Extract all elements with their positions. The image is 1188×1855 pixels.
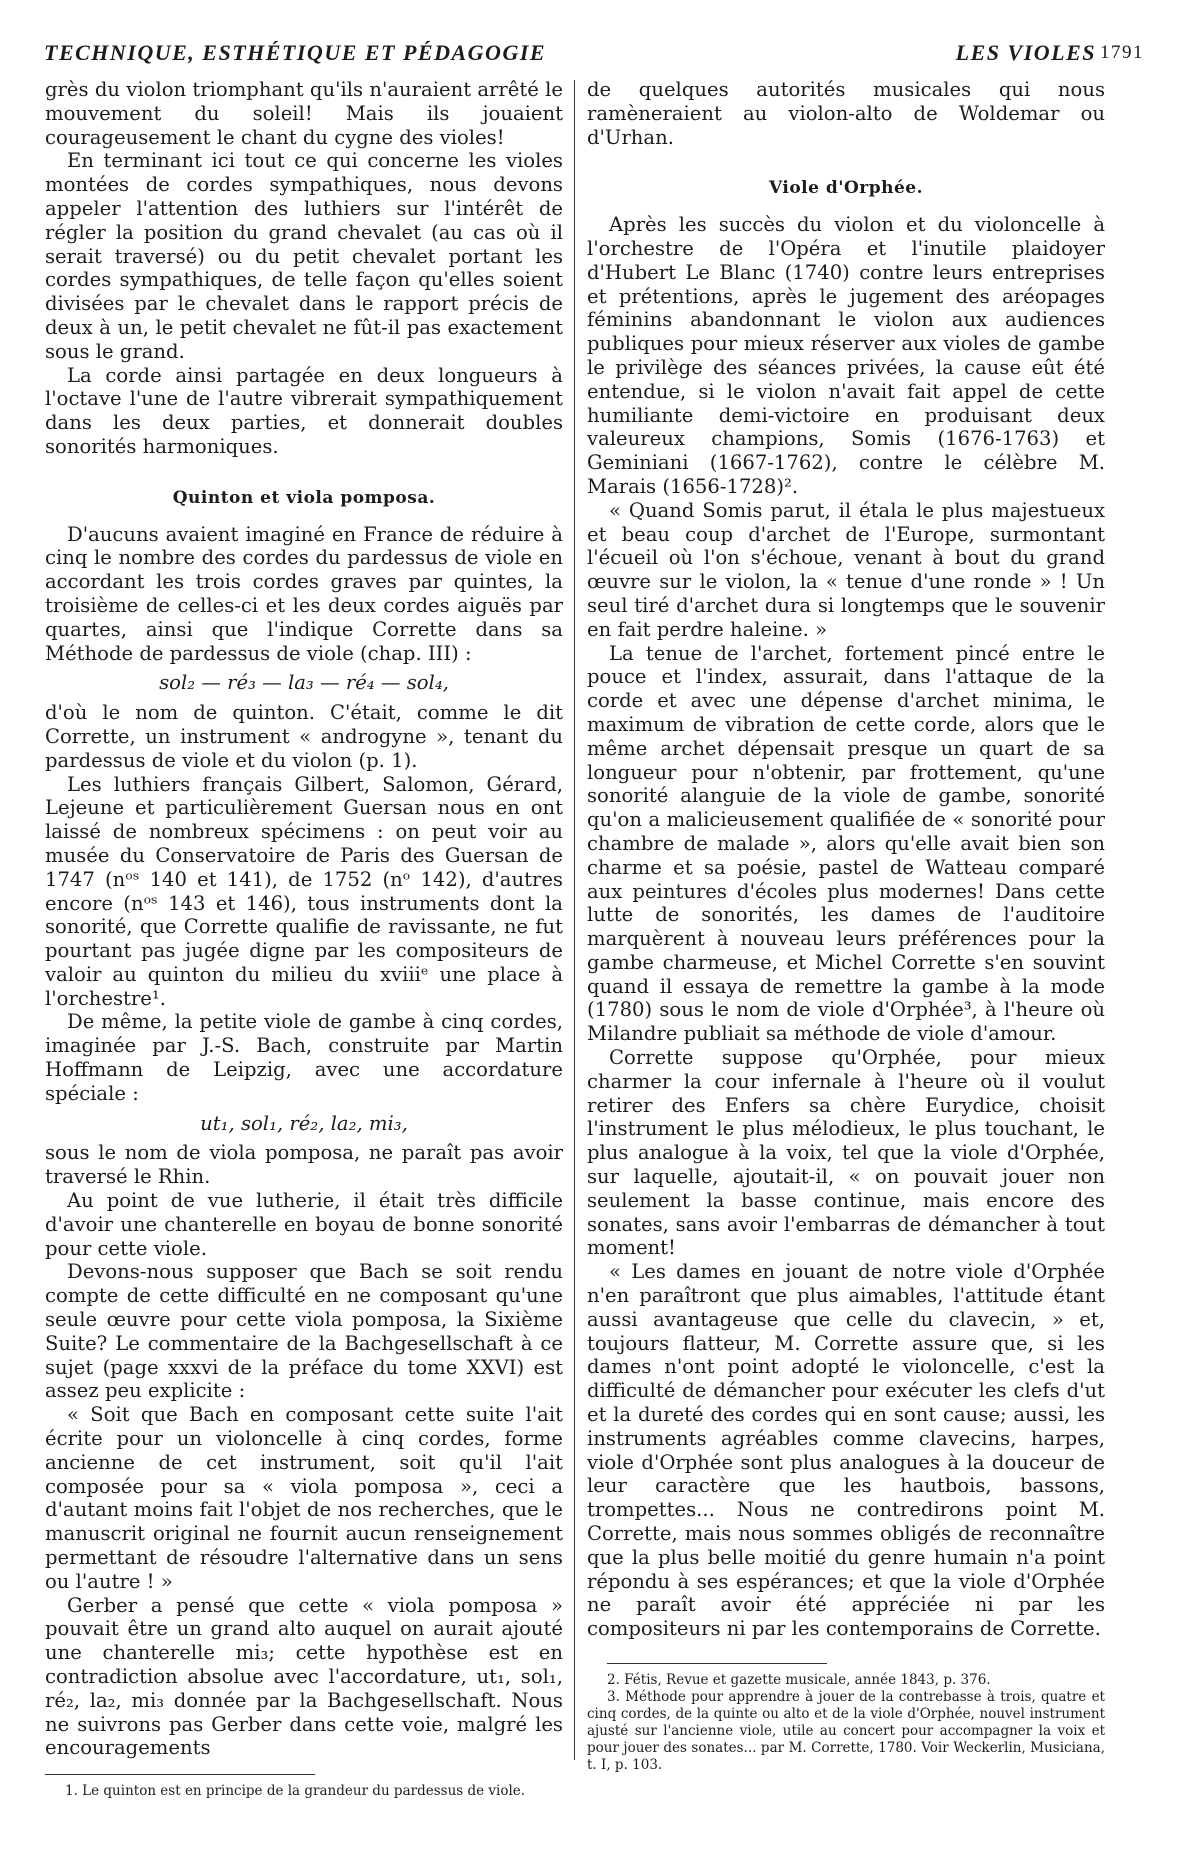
paragraph: La corde ainsi partagée en deux longueurs à l'octave l'une de l'autre vibrerait sympathiquement dans les deux parties, et donnerait doubles sonorités harmoniques. [45, 363, 563, 458]
footnote: 2. Fétis, Revue et gazette musicale, année 1843, p. 376. [607, 1672, 991, 1688]
paragraph: En terminant ici tout ce qui concerne les violes montées de cordes sympathiques, nous devons appeler l'attention des luthiers sur l'intérêt de régler la position du grand chevalet (au cas où il serait traversé) ou du petit chevalet portant les cordes sympathiques, de telle façon qu'elles soient divisées par le chevalet dans le rapport précis de deux à un, le petit chevalet ne fût-il pas exactement sous le grand. [45, 149, 563, 363]
section-title-viole-orphee: Viole d'Orphée. [768, 178, 924, 199]
paragraph: sous le nom de viola pomposa, ne paraît pas avoir traversé le Rhin. [45, 1141, 563, 1189]
header-right-title: LES VIOLES [955, 40, 1096, 65]
quotation: « Quand Somis parut, il étala le plus majestueux et beau coup d'archet de l'Europe, surmontant l'écueil où l'on s'échoue, venant à bout du grand œuvre sur le violon, la « tenue d'une ronde » ! Un seul tiré d'archet dura si longtemps que le souvenir en fait perdre haleine. » [587, 498, 1105, 641]
paragraph: De même, la petite viole de gambe à cinq cordes, imaginée par J.-S. Bach, construite par Martin Hoffmann de Leipzig, avec une accordature spéciale : [45, 1010, 563, 1105]
paragraph: grès du violon triomphant qu'ils n'auraient arrêté le mouvement du soleil! Mais ils jouaient courageusement le chant du cygne des violes! [45, 78, 563, 149]
paragraph: Au point de vue lutherie, il était très difficile d'avoir une chanterelle en boyau de bonne sonorité pour cette viole. [45, 1189, 563, 1260]
paragraph: Gerber a pensé que cette « viola pomposa » pouvait être un grand alto auquel on aurait ajouté une chanterelle mi₃; cette hypothèse est en contradiction absolue avec l'accordature, ut₁, sol₁, ré₂, la₂, mi₃ donnée par la Bachgesellschaft. Nous ne suivrons pas Gerber dans cette voie, malgré les encouragements [45, 1593, 563, 1760]
paragraph: de quelques autorités musicales qui nous ramèneraient au violon-alto de Woldemar ou d'Urhan. [587, 78, 1105, 149]
quotation: « Soit que Bach en composant cette suite l'ait écrite pour un violoncelle à cinq cordes, forme ancienne de cet instrument, soit qu'il l'ait composée pour sa « viola pomposa », ceci a d'autant moins fait l'objet de nos recherches, que le manuscrit original ne fournit aucun renseignement permettant de résoudre l'alternative dans un sens ou l'autre ! » [45, 1403, 563, 1593]
right-column [587, 78, 1105, 1774]
footnote-rule [607, 1663, 827, 1664]
footnote: 3. Méthode pour apprendre à jouer de la contrebasse à trois, quatre et cinq cordes, de la quinte ou alto et de la viole d'Orphée, nouvel instrument ajusté sur l'ancienne viole, utile au concert pour accompagner la voix et pour jouer des sonates... par M. Corrette, 1780. Voir Weckerlin, Musiciana, t. I, p. 103. [587, 1689, 1105, 1773]
section-title-quinton: Quinton et viola pomposa. [172, 487, 436, 508]
left-column [45, 78, 563, 1800]
tuning-formula: ut₁, sol₁, ré₂, la₂, mi₃, [200, 1111, 408, 1135]
paragraph: Les luthiers français Gilbert, Salomon, Gérard, Lejeune et particulièrement Guersan nous en ont laissé de nombreux spécimens : on peut voir au musée du Conservatoire de Paris des Guersan de 1747 (nᵒˢ 140 et 141), de 1752 (nᵒ 142), d'autres encore (nᵒˢ 143 et 146), tous instruments dont la sonorité, que Corrette qualifie de ravissante, ne fut pourtant pas jugée digne par les compositeurs de valoir au quinton du milieu du xviiiᵉ une place à l'orchestre¹. [45, 772, 563, 1010]
running-header [44, 40, 1144, 74]
paragraph: La tenue de l'archet, fortement pincé entre le pouce et l'index, assurait, dans l'attaque de la corde et avec une dépense d'archet minima, le maximum de vibration de cette corde, alors que le même archet dépensait presque un quart de sa longueur pour n'obtenir, par frottement, qu'une sonorité alanguie de la viole de gambe, sonorité qu'on a malicieusement qualifiée de « sonorité pour chambre de malade », alors qu'elle avait bien son charme et sa poésie, pastel de Watteau comparé aux peintures d'écoles plus modernes! Dans cette lutte de sonorités, les dames de l'auditoire marquèrent à nouveau leurs préférences pour la gambe charmeuse, et Michel Corrette s'en souvint quand il essaya de remettre la gambe à la mode (1780) sous le nom de viole d'Orphée³, à l'heure où Milandre publiait sa méthode de viole d'amour. [587, 641, 1105, 1046]
paragraph: Devons-nous supposer que Bach se soit rendu compte de cette difficulté en ne composant qu'une seule œuvre pour cette viola pomposa, la Sixième Suite? Le commentaire de la Bachgesellschaft à ce sujet (page xxxvi de la préface du tome XXVI) est assez peu explicite : [45, 1260, 563, 1403]
quotation: « Les dames en jouant de notre viole d'Orphée n'en paraîtront que plus aimables, l'attitude étant aussi avantageuse que celle du clavecin, » et, toujours flatteur, M. Corrette assure que, si les dames n'ont point adopté le violoncelle, c'est la difficulté de démancher pour exécuter les clefs d'ut et la dureté des cordes qui en sont cause; aussi, les instruments agréables comme clavecins, harpes, viole d'Orphée sont plus analogues à la douceur de leur caractère que les hautbois, bassons, trompettes... Nous ne contredirons point M. Corrette, mais nous sommes obligés de reconnaître que la plus belle moitié du genre humain n'a point répondu à ses espérances; et que la viole d'Orphée ne paraît avoir été appréciée ni par les compositeurs ni par les contemporains de Corrette. [587, 1260, 1105, 1641]
page-number: 1791 [1100, 42, 1144, 63]
footnote-rule [45, 1774, 315, 1775]
paragraph: Après les succès du violon et du violoncelle à l'orchestre de l'Opéra et l'inutile plaidoyer d'Hubert Le Blanc (1740) contre leurs entreprises et prétentions, après le jugement des aréopages féminins abandonnant le violon aux audiences publiques pour mieux réserver aux violes de gambe le privilège des séances privées, la cause eût été entendue, si le violon n'avait fait appel de cette humiliante demi-victoire en produisant deux valeureux champions, Somis (1676-1763) et Geminiani (1667-1762), contre le célèbre M. Marais (1656-1728)². [587, 213, 1105, 498]
paragraph: Corrette suppose qu'Orphée, pour mieux charmer la cour infernale à l'heure où il voulut retirer des Enfers sa chère Eurydice, choisit l'instrument le plus mélodieux, le plus touchant, le plus analogue à la voix, tel que la viole d'Orphée, sur laquelle, ajoutait-il, « on pouvait jouer non seulement la basse continue, mais encore des sonates, sans avoir l'embarras de démancher à tout moment! [587, 1046, 1105, 1260]
tuning-formula: sol₂ — ré₃ — la₃ — ré₄ — sol₄, [159, 671, 449, 695]
paragraph: D'aucuns avaient imaginé en France de réduire à cinq le nombre des cordes du pardessus de viole en accordant les trois cordes graves par quintes, la troisième de celles-ci et les deux cordes aiguës par quartes, ainsi que l'indique Corrette dans sa Méthode de pardessus de viole (chap. III) : [45, 522, 563, 665]
footnote: 1. Le quinton est en principe de la grandeur du pardessus de viole. [65, 1783, 526, 1800]
header-left-title: TECHNIQUE, ESTHÉTIQUE ET PÉDAGOGIE [44, 40, 547, 65]
column-divider [574, 80, 575, 1760]
paragraph: d'où le nom de quinton. C'était, comme le dit Corrette, un instrument « androgyne », tenant du pardessus de viole et du violon (p. 1). [45, 701, 563, 772]
